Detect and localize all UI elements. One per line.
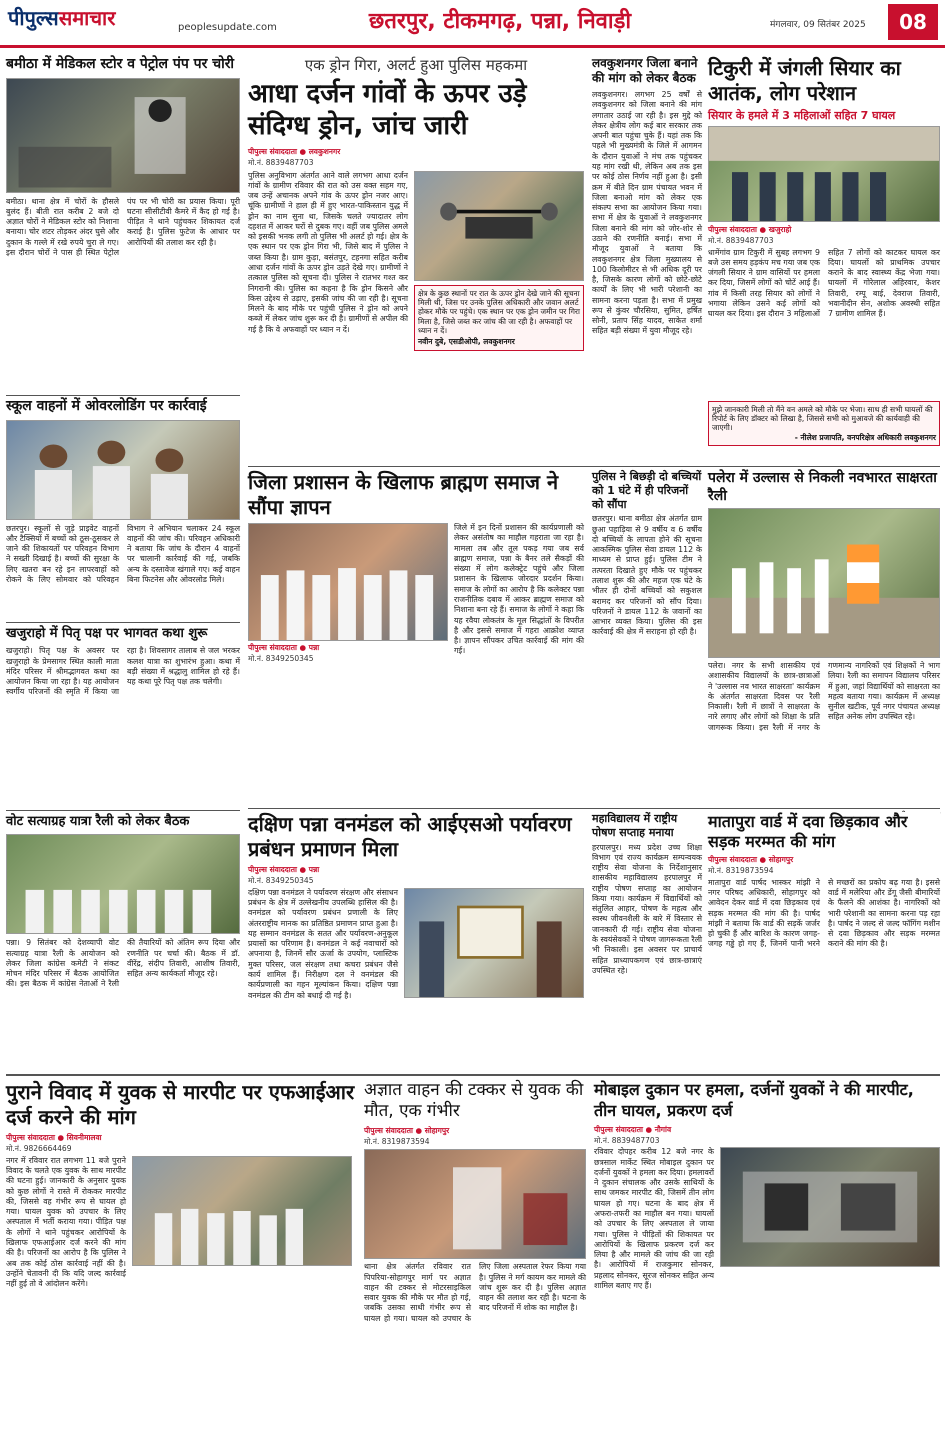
site-url[interactable]: peoplesupdate.com [178,22,277,33]
story-vote-rally [6,814,240,1069]
story-body: बमीठा। थाना क्षेत्र में चोरों के हौसले बुलंद हैं। बीती रात करीब 2 बजे दो अज्ञात चोरों ने मेडिकल स्टोर को निशाना बनाया। चोर शटर तोड़कर अंदर घुसे और दुकान के गल्ले में रखे रुपये चुरा ले गए। इस दौरान चोरों ने पास ही स्थित पेट्रोल पंप पर भी चोरी का प्रयास किया। पूरी घटना सीसीटीवी कैमरे में कैद हो गई है। पीड़ित ने थाने पहुंचकर शिकायत दर्ज कराई है। पुलिस फुटेज के आधार पर आरोपियों की तलाश कर रही है। [6,196,240,257]
brand-name-a: पीपुल्स [8,6,59,30]
phone: मो.नं. 8349250345 [248,876,314,886]
story-headline: आधा दर्जन गांवों के ऊपर उड़े संदिग्ध ड्रोन, जांच जारी [248,78,527,142]
brand-logo[interactable] [8,6,115,31]
story-school-vehicle [6,398,240,618]
story-headline: लवकुशनगर जिला बनाने की मांग को लेकर बैठक [592,56,698,85]
story-body: छतरपुर। थाना बमीठा क्षेत्र अंतर्गत ग्राम छुआ पहाड़िया से 9 वर्षीय व 6 वर्षीय दो बच्चियों के लापता होने की सूचना आकस्मिक पुलिस सेवा डायल 112 के माध्यम से प्राप्त हुई। पुलिस टीम ने तत्परता दिखाते हुए मौके पर पहुंचकर तलाश शुरू की और महज एक घंटे के भीतर ही दोनों बच्चियों को सकुशल बरामद कर परिजनों को सौंप दिया। परिजनों ने डायल 112 के जवानों का आभार व्यक्त किया। पुलिस की इस कार्रवाई की क्षेत्र में सराहना हो रही है। [592,514,702,637]
story-body: पन्ना। 9 सितंबर को देशव्यापी वोट सत्याग्रह यात्रा रैली के आयोजन को लेकर जिला कांग्रेस कमेटी ने संकट मोचन मंदिर परिसर में बैठक आयोजित की। इस बैठक में कांग्रेस नेताओं ने रैली की तैयारियों को अंतिम रूप दिया और रणनीति पर चर्चा की। बैठक में डॉ. वीरेंद्र, संदीप तिवारी, आशीष तिवारी, सहित अन्य कार्यकर्ता मौजूद रहे। [6,938,240,989]
quote-text: क्षेत्र के कुछ स्थानों पर रात के ऊपर ड्रोन देखे जाने की सूचना मिली थी, जिस पर उनके पुलिस अधिकारी और जवान अलर्ट होकर मौके पर पहुंचे। एक स्थान पर एक ड्रोन जमीन पर गिरा मिला है, जिसे जब्त कर जांच की जा रही है। अफवाहों पर ध्यान न दें। [418,288,580,335]
story-body: पुलिस अनुविभाग अंतर्गत आने वाले लगभग आधा दर्जन गांवों के ग्रामीण रविवार की रात को उस वक्त सहम गए, जब उन्हें अचानक अपने गांव के ऊपर ड्रोन नजर आए। चूंकि ग्रामीणों ने हाल ही में हुए भारत-पाकिस्तान युद्ध में ड्रोन का नाम सुना था, जिसके चलते ज्यादातर लोग दहशत में आकर घरों से दुबक गए। वहीं जब पुलिस अमले को इसकी भनक लगी तो पुलिस भी अलर्ट हो गई। क्षेत्र के एक स्थान पर एक ड्रोन गिरा भी, जिसे बाद में पुलिस ने जब्त किया है। ग्राम कुड़ा, बसंतपुर, टहनगा सहित करीब आधा दर्जन गांवों के ऊपर ड्रोन उड़ते देखे गए। ग्रामीणों ने तत्काल पुलिस को सूचना दी। पुलिस ने रातभर गश्त कर निगरानी की। पुलिस का कहना है कि ड्रोन किसने और किस उद्देश्य से उड़ाए, इसकी जांच की जा रही है। सूचना मिलने के बाद मौके पर पहुंची पुलिस ने ड्रोन को अपने कब्जे में लेकर जांच शुरू कर दी है। ग्रामीणों से अपील की गई है कि वे अफवाहों पर ध्यान न दें। [248,170,408,334]
certificate-photo [404,888,584,998]
crowd-photo [132,1156,352,1266]
phone: मो.नं. 8319873594 [708,866,774,876]
shop-photo [720,1147,940,1267]
issue-date: मंगलवार, 09 सितंबर 2025 [770,20,866,30]
quote-author: - नीलेश प्रजापति, वनपरिक्षेत्र अधिकारी लवकुशनगर [794,432,936,442]
brand-name-b: समाचार [58,6,116,30]
story-body-a: जिले में इन दिनों प्रशासन की कार्यप्रणाली को लेकर असंतोष का माहौल गहराता जा रहा है। मामला तब और तूल पकड़ गया जब सर्व ब्राह्मण समाज, पन्ना के बैनर तले सैकड़ों की संख्या में लोग कलेक्ट्रेट पहुंचे और जिला प्रशासन के खिलाफ जोरदार प्रदर्शन किया। समाज के लोगों का आरोप है कि कलेक्टर पन्ना राजनीतिक दबाव में आकर ब्राह्मण समाज को निशाना बना रहे हैं। समाज के लोगों ने कहा कि यह रवैया लोकतंत्र के मूल सिद्धांतों के विपरीत है और इससे समाज में गहरा आक्रोश व्याप्त है। ज्ञापन सौंपकर उचित कार्रवाई की मांग की गई। [454,523,584,656]
story-assault-fir [6,1080,356,1440]
story-headline: महाविद्यालय में राष्ट्रीय पोषण सप्ताह मनाया [592,812,678,839]
phone: मो.नं. 8839487703 [248,158,314,168]
page-number: 08 [888,4,938,40]
story-headline: बमीठा में मेडिकल स्टोर व पेट्रोल पंप पर चोरी [6,56,235,72]
story-headline: मोबाइल दुकान पर हमला, दर्जनों युवकों ने की मारपीट, तीन घायल, प्रकरण दर्ज [594,1080,914,1120]
story-headline: पुराने विवाद में युवक से मारपीट पर एफआईआर दर्ज करने की मांग [6,1080,355,1129]
story-body: पलेरा। नगर के सभी शासकीय एवं अशासकीय विद्यालयों के छात्र-छात्राओं ने 'उल्लास नव भारत साक्षरता' कार्यक्रम के अंतर्गत साक्षरता दिवस पर रैली निकाली। रैली में छात्रों ने साक्षरता के नारे लगाए और लोगों को शिक्षा के प्रति जागरूक किया। इस रैली में नगर के गणमान्य नागरिकों एवं शिक्षकों ने भाग लिया। रैली का समापन विद्यालय परिसर में हुआ, जहां विद्यार्थियों को साक्षरता का महत्व बताया गया। कार्यक्रम में अध्यक्ष सुनील खटीक, पूर्व नगर पंचायत अध्यक्ष सहित अनेक लोग उपस्थित रहे। [708,661,940,732]
phone: मो.नं. 8349250345 [248,654,314,664]
story-body: दक्षिण पन्ना वनमंडल ने पर्यावरण संरक्षण और संसाधन प्रबंधन के क्षेत्र में उल्लेखनीय उपलब्धि हासिल की है। वनमंडल को पर्यावरण प्रबंधन प्रणाली के लिए अंतरराष्ट्रीय मानक का प्रतिष्ठित प्रमाणन प्राप्त हुआ है। यह सम्मान वनमंडल के सतत और पर्यावरण-अनुकूल प्रयासों का परिणाम है। वनमंडल ने कई नवाचारों को अपनाया है, जिनमें सौर ऊर्जा के उपयोग, प्लास्टिक मुक्त परिसर, जल संरक्षण तथा कचरा प्रबंधन जैसे कार्य शामिल हैं। निरीक्षण दल ने वनमंडल की कार्यप्रणाली का गहन मूल्यांकन किया। दक्षिण पन्ना वनमंडल की टीम को बधाई दी गई है। [248,887,398,1000]
byline: पीपुल्स संवाददाता ● सोहागपुर [364,1125,450,1135]
story-mobile-shop-attack [594,1080,940,1440]
sdop-quote [414,285,584,351]
story-kicker: एक ड्रोन गिरा, अलर्ट हुआ पुलिस महकमा [304,56,528,74]
story-headline: पलेरा में उल्लास से निकली नवभारत साक्षरता रैली [708,470,937,504]
story-bamitha-theft [6,56,240,391]
villagers-photo [708,126,940,222]
story-headline: टिकुरी में जंगली सियार का आतंक, लोग परेशान [708,56,901,105]
story-headline: खजुराहो में पितृ पक्ष पर भागवत कथा शुरू [6,626,208,641]
byline: पीपुल्स संवाददाता ● सिवनीमालवा [6,1133,102,1142]
story-nutrition-week [592,812,702,1070]
story-brahmin-samaj [248,470,584,805]
story-headline: मातापुरा वार्ड में दवा छिड़काव और सड़क मरम्मत की मांग [708,812,908,851]
story-body: धामेंगांव ग्राम टिकुरी में सुबह लगभग 9 बजे उस समय हड़कंप मच गया जब एक जंगली सियार ने ग्राम वासियों पर हमला कर दिया, जिसमें लोगों को चोटें आई हैं। गांव में किसी तरह सियार को लोगों ने भगाया लेकिन उसने कई लोगों को घायल कर दिया। इस दौरान 3 महिलाओं सहित 7 लोगों को काटकर घायल कर दिया। घायलों को प्राथमिक उपचार कराने के बाद स्वास्थ्य केंद्र भेजा गया। घायलों में गोरेलाल अहिरवार, केशर तिवारी, रम्पू बाई, देवराज तिवारी, भवानीदीन सेन, अशोक अवस्थी सहित 7 ग्रामीण शामिल हैं। [708,247,940,319]
story-drone [248,56,584,468]
story-matapura-ward [708,812,940,1070]
story-headline: पुलिस ने बिछड़ी दो बच्चियों को 1 घंटे में ही परिजनों को सौंपा [592,470,702,511]
phone: मो.नं. 8319873594 [364,1136,430,1146]
story-subhead: सियार के हमले में 3 महिलाओं सहित 7 घायल [708,109,896,122]
story-headline: वोट सत्याग्रह यात्रा रैली को लेकर बैठक [6,814,190,829]
quote-text: मुझे जानकारी मिली तो मैंने वन अमले को मौके पर भेजा। साथ ही सभी घायलों की रिपोर्ट के लिए डॉक्टर को लिखा है, जिससे सभी को मुआवजे की कार्यवाही की जाएगी। [712,404,933,433]
cctv-photo [6,78,240,193]
story-road-accident [364,1080,586,1440]
protest-photo [248,523,448,641]
accident-photo [364,1149,586,1259]
story-body: खजुराहो। पितृ पक्ष के अवसर पर खजुराहो के प्रेमसागर स्थित काली माता मंदिर परिसर में श्रीमद्भागवत कथा का आयोजन किया जा रहा है। यह आयोजन स्वर्गीय परिजनों की स्मृति में किया जा रहा है। शिवसागर तालाब से जल भरकर कलश यात्रा का शुभारंभ हुआ। कथा में बड़ी संख्या में श्रद्धालु शामिल हो रहे हैं। यह कथा पूरे पितृ पक्ष तक चलेगी। [6,646,240,697]
story-headline: स्कूल वाहनों में ओवरलोडिंग पर कार्रवाई [6,398,207,414]
byline: पीपुल्स संवाददाता ● नौगांव [594,1124,672,1134]
meeting-photo [6,834,240,934]
masthead [0,0,945,48]
story-khajuraho-katha [6,626,240,806]
story-headline: दक्षिण पन्ना वनमंडल को आईएसओ पर्यावरण प्रबंधन प्रमाणन मिला [248,812,572,861]
story-district-demand [592,56,702,468]
story-girls-found [592,470,702,805]
byline: पीपुल्स संवाददाता ● सोहागपुर [708,855,794,864]
story-body: हरपालपुर। मध्य प्रदेश उच्च शिक्षा विभाग एवं राज्य कार्यक्रम सम्पन्वयक राष्ट्रीय सेवा योजना के निर्देशानुसार शासकीय महाविद्यालय हरपालपुर में राष्ट्रीय पोषण सप्ताह का आयोजन किया गया। कार्यक्रम में विद्यार्थियों को संतुलित आहार, पोषण के महत्व और स्वस्थ जीवनशैली के बारे में विस्तार से जानकारी दी गई। राष्ट्रीय सेवा योजना के स्वयंसेवकों ने पोषण जागरूकता रैली भी निकाली। इस अवसर पर प्राचार्य सहित प्राध्यापकगण एवं छात्र-छात्राएं उपस्थित रहे। [592,842,702,975]
byline: पीपुल्स संवाददाता ● पन्ना [248,865,320,874]
story-body: लवकुशनगर। लगभग 25 वर्षों से लवकुशनगर को जिला बनाने की मांग लगातार उठाई जा रही है। इस मुद्दे को लेकर क्षेत्रीय लोग कई बार सरकार तक अपनी बात पहुंचा चुके हैं। यहां तक कि पहले भी मुख्यमंत्री के जिले में आगमन के दौरान युवाओं ने मंच तक पहुंचकर यह मांग रखी थी, लेकिन अब तक इस पर कोई ठोस निर्णय नहीं हुआ है। इसी क्रम में बीते दिन ग्राम पंचायत भवन में जिला बनाओ मांग को लेकर एक संकल्प सभा का आयोजन किया गया। सभा में क्षेत्र के युवाओं ने लवकुशनगर जिला बनाने की मांग को जोर-शोर से उठाने की रणनीति बनाई। सभा में मौजूद युवाओं ने बताया कि लवकुशनगर क्षेत्र जिला मुख्यालय से 100 किलोमीटर से भी अधिक दूरी पर है, जिसके कारण लोगों को छोटे-छोटे कार्यों के लिए भी भारी परेशानी का सामना करना पड़ता है। सभा में प्रमुख रूप से कुंवर चौरसिया, सुमित, हर्षित सोनी, प्रताप सिंह यादव, साकेत शर्मा सहित बड़ी संख्या में युवा मौजूद रहे। [592,90,702,336]
story-literacy-rally [708,470,940,805]
story-body: मातापुरा वार्ड पार्षद भास्कर मांझी ने नगर परिषद अधिकारी, सोहागपुर को आवेदन देकर वार्ड में दवा छिड़काव एवं सड़क मरम्मत की मांग की है। पार्षद मांझी ने बताया कि वार्ड की सड़कें जर्जर हो चुकी हैं और बारिश के कारण जगह-जगह गड्ढे हो गए हैं, जिनमें पानी भरने से मच्छरों का प्रकोप बढ़ गया है। इससे वार्ड में मलेरिया और डेंगू जैसी बीमारियों के फैलने की आशंका है। नागरिकों को भारी परेशानी का सामना करना पड़ रहा है। पार्षद ने जल्द से जल्द फॉगिंग मशीन से दवा छिड़काव और सड़क मरम्मत कराने की मांग की है। [708,877,940,949]
phone: मो.नं. 8839487703 [708,236,774,246]
story-body: रविवार दोपहर करीब 12 बजे नगर के छत्रसाल मार्केट स्थित मोबाइल दुकान पर दर्जनों युवकों ने हमला कर दिया। हमलावरों ने दुकान संचालक और उसके साथियों के साथ जमकर मारपीट की, जिसमें तीन लोग घायल हो गए। घटना के बाद क्षेत्र में अफरा-तफरी का माहौल बन गया। घायलों को उपचार के लिए अस्पताल ले जाया गया। पुलिस ने पीड़ितों की शिकायत पर आरोपियों के खिलाफ प्रकरण दर्ज कर लिया है और मामले की जांच की जा रही है। आरोपियों में राजकुमार सोनकर, प्रहलाद सोनकर, सूरज सोनकर सहित अन्य शामिल बताए गए हैं। [594,1147,714,1290]
story-iso-certification [248,812,584,1070]
rally-photo [708,508,940,658]
byline: पीपुल्स संवाददाता ● खजुराहो [708,224,792,234]
byline: पीपुल्स संवाददाता ● लवकुशनगर [248,146,341,156]
drone-photo [414,171,584,281]
story-body: छतरपुर। स्कूलों से जुड़े प्राइवेट वाहनों और टैक्सियों में बच्चों को ठूस-ठूसकर ले जाने की शिकायतों पर परिवहन विभाग ने सख्ती दिखाई है। बच्चों की सुरक्षा के लिए खतरा बन रहे इन लापरवाहों को रोकने के लिए सोमवार को परिवहन विभाग ने अभियान चलाकर 24 स्कूल वाहनों की जांच की। परिवहन अधिकारी ने बताया कि जांच के दौरान 4 वाहनों पर चालानी कार्रवाई की गई, जबकि अन्य के दस्तावेज खंगाले गए। कई वाहन बिना फिटनेस और ओवरलोड मिले। [6,523,240,584]
school-children-photo [6,420,240,520]
story-headline: अज्ञात वाहन की टक्कर से युवक की मौत, एक गंभीर [364,1080,584,1122]
phone: मो.नं. 8839487703 [594,1135,660,1145]
ranger-quote [708,401,940,447]
story-body: नगर में रविवार रात लगभग 11 बजे पुराने विवाद के चलते एक युवक के साथ मारपीट की घटना हुई। जानकारी के अनुसार युवक को कुछ लोगों ने रास्ते में रोककर मारपीट की, जिससे वह गंभीर रूप से घायल हो गया। घायल युवक को उपचार के लिए अस्पताल में भर्ती कराया गया। पीड़ित पक्ष के लोगों ने थाने पहुंचकर आरोपियों के खिलाफ एफआईआर दर्ज करने की मांग की है। परिजनों का आरोप है कि पुलिस ने अब तक कोई ठोस कार्रवाई नहीं की है। उन्होंने चेतावनी दी कि यदि जल्द कार्रवाई नहीं हुई तो वे आंदोलन करेंगे। [6,1155,126,1289]
story-headline: जिला प्रशासन के खिलाफ ब्राह्मण समाज ने सौंपा ज्ञापन [248,470,559,519]
phone: मो.नं. 9826664469 [6,1144,72,1154]
byline: पीपुल्स संवाददाता ● पन्ना [248,643,320,652]
region-title: छतरपुर, टीकमगढ़, पन्ना, निवाड़ी [368,9,632,34]
quote-author: नवीन दुबे, एसडीओपी, लवकुशनगर [418,337,515,347]
story-body: थाना क्षेत्र अंतर्गत रविवार रात पिपरिया-सोहागपुर मार्ग पर अज्ञात वाहन की टक्कर से मोटरसाइकिल सवार युवक की मौके पर मौत हो गई, जबकि उसका साथी गंभीर रूप से घायल हो गया। घायल को उपचार के लिए जिला अस्पताल रेफर किया गया है। पुलिस ने मर्ग कायम कर मामले की जांच शुरू कर दी है। पुलिस अज्ञात वाहन की तलाश कर रही है। घटना के बाद परिजनों में शोक का माहौल है। [364,1262,586,1323]
story-jackal [708,56,940,468]
